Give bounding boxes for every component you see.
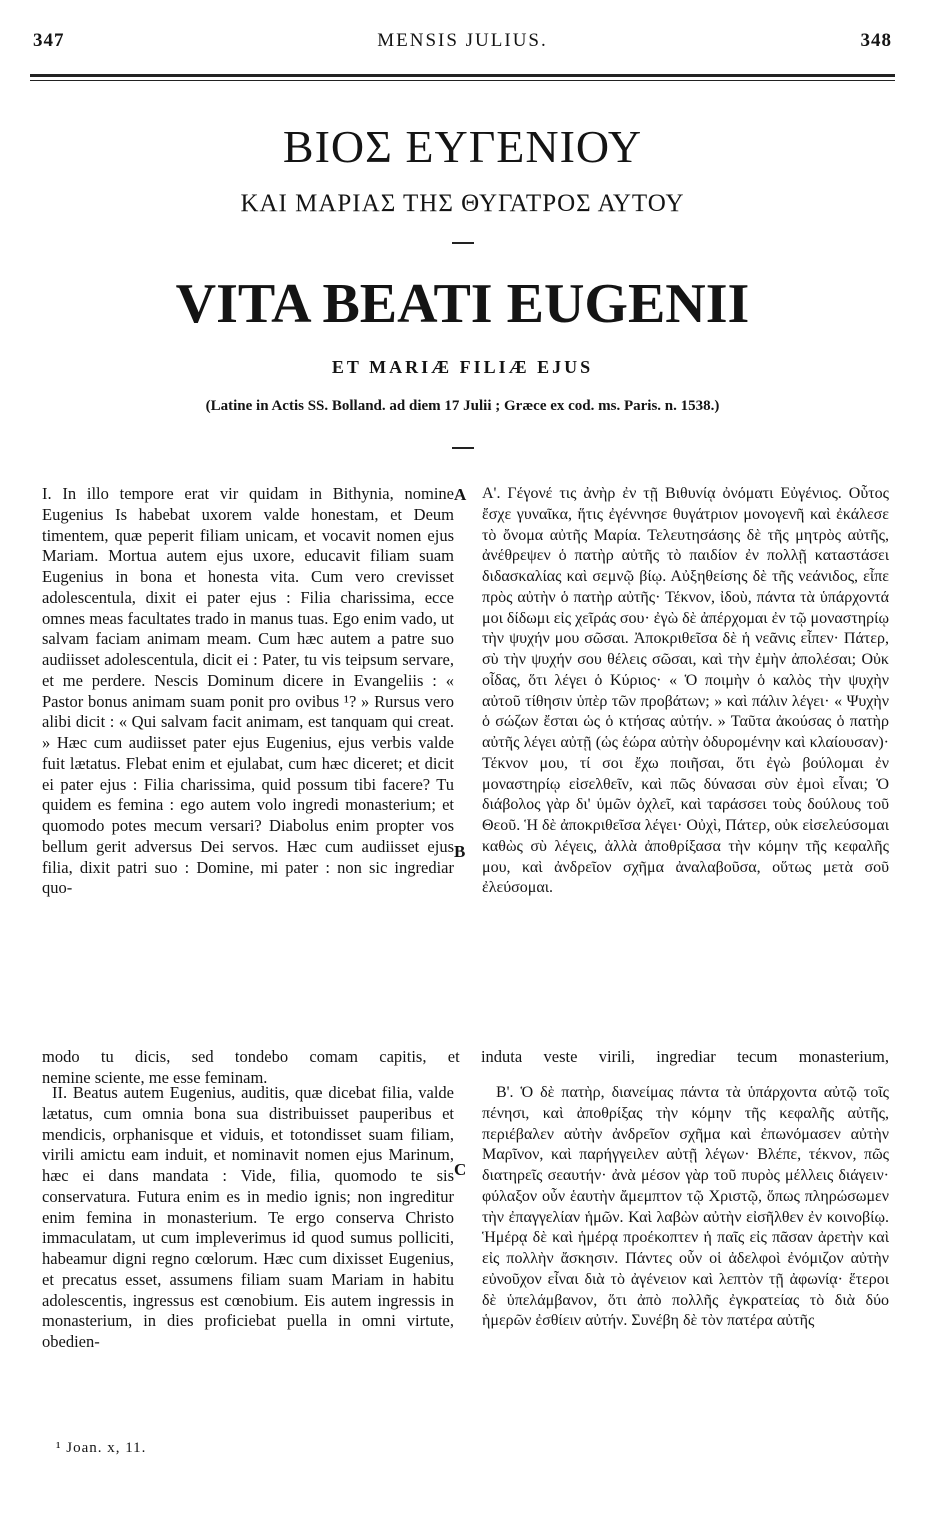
header-rule-thick [30, 74, 895, 77]
latin-full-line-1: modo tu dicis, sed tondebo comam capitis, et induta veste virili, ingrediar tecum monasterium, [42, 1047, 889, 1066]
margin-mark-b: B [454, 842, 466, 861]
page-number-left: 347 [33, 30, 65, 51]
footnote: ¹ Joan. x, 11. [56, 1440, 147, 1456]
source-note: (Latine in Actis SS. Bolland. ad diem 17 Julii ; Græce ex cod. ms. Paris. n. 1538.) [205, 398, 720, 414]
margin-mark-a: A [454, 485, 467, 504]
title-divider [452, 242, 474, 244]
latin-column-section-1 [42, 484, 454, 899]
latin-paragraph-2: II. Beatus autem Eugenius, auditis, quæ dicebat filia, valde lætatus, cum omnia bona sua distribuisset pauperibus et mendicis, orphanisque et viduis, et totondisset suam filiam, virili amictu eam induit, et nominavit nomen ejus Marinum, hæc ei dans mandata : Vide, filia, quomodo te sis conservatura. Futura enim es in medio ignis; non ingreditur enim femina in monasterium. Te ergo conserva Christo immaculatam, ut cum impleverimus id quod sumus polliciti, habeamur digni regno cœlorum. Hæc cum dixisset Eugenius, et precatus esset, assumens filiam suam Mariam in habitu adolescentis, ingressus est cœnobium. Eis autem ingressis in monasterium, in dies proficiebat puella in omni virtute, obedien- [42, 1083, 454, 1351]
greek-paragraph-1: Α'. Γέγονέ τις ἀνὴρ ἐν τῇ Βιθυνίᾳ ὀνόματι Εὐγένιος. Οὗτος ἔσχε γυναῖκα, ἥτις ἐγέννησε θυγάτριον μονογενῆ καὶ ἐκάλεσε τὸ ὄνομα αὐτῆς Μαρία. Τελευτησάσης δὲ τῆς μητρὸς αὐτῆς, ἀνέθρεψεν ὁ πατὴρ αὐτῆς τὸ παιδίον ἐν πολλῇ καταστάσει διδασκαλίας καὶ σεμνῷ βίῳ. Αὐξηθείσης δὲ τῆς νεάνιδος, εἶπε πρὸς αὐτὴν ὁ πατὴρ αὐτῆς· Τέκνον, ἰδοὺ, πάντα τὰ ὑπάρχοντά μοι δίδωμι εἰς χεῖράς σου· ἐγὼ δὲ ἀπέρχομαι ἐν τῷ μοναστηρίῳ τὴν ψυχήν μου σῶσαι. Ἀποκριθεῖσα δὲ ἡ νεᾶνις εἶπεν· Πάτερ, σὺ τὴν ψυχήν σου θέλεις σῶσαι, καὶ τὴν ἐμὴν ἀπολέσαι; Οὐκ οἶδας, ὅτι λέγει ὁ Κύριος· « Ὁ ποιμὴν ὁ καλὸς τὴν ψυχὴν αὐτοῦ τίθησιν ὑπὲρ τῶν προβάτων; » καὶ πάλιν λέγει· « Ψυχὴν ὁ σώζων ἔσται ὡς ὁ κτήσας αὐτήν. » Ταῦτα ἀκούσας ὁ πατὴρ αὐτῆς λέγει αὐτῇ (ὡς ἑώρα αὐτὴν ὀδυρομένην καὶ κλαίουσαν)· Τέκνον μου, τί σοι ἔχω ποιῆσαι, ὅτι ἐγὼ βούλομαι ἐν μοναστηρίῳ εἰσελθεῖν, καὶ πῶς δύνασαι σὺν ἐμοὶ εἶναι; Ὁ διάβολος γὰρ δι' ὑμῶν ὀχλεῖ, καὶ ταράσσει τοὺς δούλους τοῦ Θεοῦ. Ἡ δὲ ἀποκριθεῖσα λέγει· Οὐχὶ, Πάτερ, οὐκ εἰσελεύσομαι καθὼς σὺ λέγεις, ἀλλὰ ἀποθρίξασα τὴν κόμην τῆς κεφαλῆς μου, καὶ ἀνδρεῖον σχῆμα ἀναλαβοῦσα, οὕτως μετὰ σοῦ ἐλεύσομαι. [482, 485, 889, 897]
greek-paragraph-2: Β'. Ὁ δὲ πατὴρ, διανείμας πάντα τὰ ὑπάρχοντα αὐτῷ τοῖς πένησι, καὶ ἀποθρίξας τὴν κόμην τῆς κεφαλῆς αὐτῆς, περιέβαλεν αὐτὴν ἀνδρεῖον σχῆμα καὶ ἐπωνόμασεν αὐτὴν Μαρῖνον, καὶ παρήγγειλεν αὐτῇ λέγων· Βλέπε, τέκνον, πῶς διατηρεῖς σεαυτήν· ἀνὰ μέσον γὰρ τοῦ πυρὸς μέλλεις διάγειν· φύλαξον οὖν ἑαυτὴν ἄμεμπτον τῷ Χριστῷ, ὅπως πληρώσωμεν τὴν ἐπαγγελίαν ἡμῶν. Καὶ λαβὼν αὐτὴν εἰσῆλθεν ἐν κοινοβίῳ. Ἡμέρᾳ δὲ καὶ ἡμέρᾳ προέκοπτεν ἡ παῖς εἰς πᾶσαν ἀρετὴν καὶ εἰς πολλὴν ἄσκησιν. Πάντες οὖν οἱ ἀδελφοὶ ἐνόμιζον αὐτὴν εὐνοῦχον εἶναι διὰ τὸ ἀγένειον καὶ λεπτὸν τῇ ἀφωνίᾳ· ἕτεροι δὲ ὑπελάμβανον, ὅτι ἀπὸ πολλῆς ἐγκρατείας τὸ διὰ δύο ἡμερῶν ἐσθίειν αὐτήν. Συνέβη δὲ τὸν πατέρα αὐτῆς [482, 1084, 889, 1330]
greek-title: ΒΙΟΣ ΕΥΓΕΝΙΟΥ [282, 121, 643, 172]
page-number-right: 348 [860, 30, 892, 51]
greek-column-section-2 [482, 1083, 889, 1332]
margin-mark-c: C [454, 1160, 467, 1179]
section-divider [452, 447, 474, 449]
greek-subtitle: ΚΑΙ ΜΑΡΙΑΣ ΤΗΣ ΘΥΓΑΤΡΟΣ ΑΥΤΟΥ [240, 190, 685, 217]
latin-title: VITA BEATI EUGENII [175, 273, 750, 335]
latin-paragraph-1: I. In illo tempore erat vir quidam in Bithynia, nomine Eugenius Is habebat uxorem valde honestam, et Deum timentem, quæ peperit filiam unicam, et vocavit nomen ejus Mariam. Mortua autem ejus uxore, educavit filiam suam Eugenius in bona et honesta vita. Cum vero crevisset adolescentula, dixit ei pater ejus : Filia charissima, ecce omnes meas facultates trado in manus tuas. Ego enim vado, ut salvam faciam animam meam. Cum hæc autem a patre suo audiisset adolescentula, dicit ei : Pater, tu vis teipsum servare, et me perdere. Nescis Dominum dicere in Evangeliis : « Pastor bonus animam suam ponit pro ovibus ¹? » Rursus vero alibi dicit : « Qui salvam facit animam, est tanquam qui creat. » Hæc cum audiisset pater ejus Eugenius, ejus verbis valde fuit lætatus. Flebat enim et ejulabat, cum hæc diceret; et dicit ei pater ejus : Filia charissima, quid possum tibi facere? Tu quidem es femina : ego autem volo ingredi monasterium; et quomodo potes mecum versari? Diabolus enim propter vos bellum gerit adversus Dei servos. Hæc cum audiisset ejus filia, dixit patri suo : Domine, mi pater : non sic ingrediar quo- [42, 484, 454, 898]
running-title: MENSIS JULIUS. [377, 30, 548, 51]
greek-column-section-1 [482, 484, 889, 899]
latin-column-section-2 [42, 1083, 454, 1353]
latin-subtitle: ET MARIÆ FILIÆ EJUS [331, 357, 594, 377]
latin-full-line-2: nemine sciente, me esse feminam. [42, 1067, 268, 1087]
header-rule-thin [30, 80, 895, 81]
